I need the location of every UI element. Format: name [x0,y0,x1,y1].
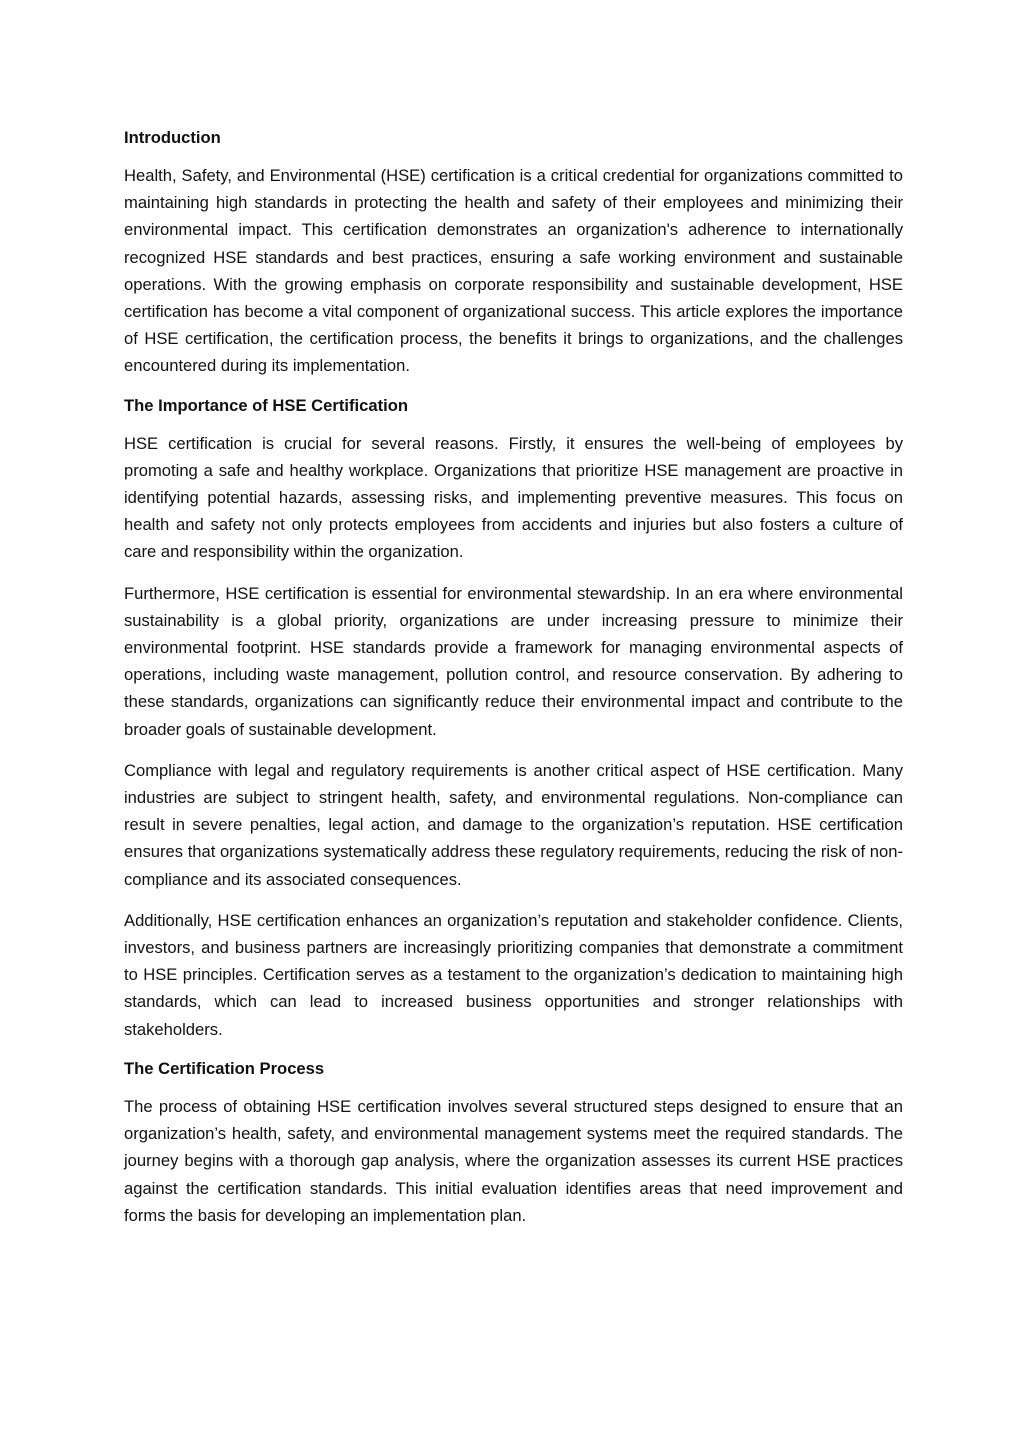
paragraph-importance-reputation: Additionally, HSE certification enhances an organization’s reputation and stakeholder confidence. Clients, investors, and business partners are increasingly prioritizing companies that demonstrate a commitment to HSE principles. Certification serves as a testament to the organization’s dedication to maintaining high standards, which can lead to increased business opportunities and stronger relationships with stakeholders. [124,910,903,1039]
section-heading-importance: The Importance of HSE Certification [124,395,408,415]
paragraph-importance-environment: Furthermore, HSE certification is essential for environmental stewardship. In an era where environmental sustainability is a global priority, organizations are under increasing pressure to minimize their environmental footprint. HSE standards provide a framework for managing environmental aspects of operations, including waste management, pollution control, and resource conservation. By adhering to these standards, organizations can significantly reduce their environmental impact and contribute to the broader goals of sustainable development. [124,583,903,739]
section-heading-introduction: Introduction [124,128,221,147]
section-heading-certification-process: The Certification Process [124,1058,325,1078]
paragraph-importance-wellbeing: HSE certification is crucial for several reasons. Firstly, it ensures the well-being of employees by promoting a safe and healthy workplace. Organizations that prioritize HSE management are proactive in identifying potential hazards, assessing risks, and implementing preventive measures. This focus on health and safety not only protects employees from accidents and injuries but also fosters a culture of care and responsibility within the organization. [124,433,903,562]
document-page [124,126,903,1229]
paragraph-importance-compliance: Compliance with legal and regulatory requirements is another critical aspect of HSE certification. Many industries are subject to stringent health, safety, and environmental regulations. Non-compliance can result in severe penalties, legal action, and damage to the organization’s reputation. HSE certification ensures that organizations systematically address these regulatory requirements, reducing the risk of non-compliance and its associated consequences. [124,760,903,889]
paragraph-certification-process: The process of obtaining HSE certification involves several structured steps designed to ensure that an organization’s health, safety, and environmental management systems meet the required standards. The journey begins with a thorough gap analysis, where the organization assesses its current HSE practices against the certification standards. This initial evaluation identifies areas that need improvement and forms the basis for developing an implementation plan. [124,1096,903,1225]
paragraph-introduction: Health, Safety, and Environmental (HSE) certification is a critical credential for organizations committed to maintaining high standards in protecting the health and safety of their employees and minimizing their environmental impact. This certification demonstrates an organization's adherence to internationally recognized HSE standards and best practices, ensuring a safe working environment and sustainable operations. With the growing emphasis on corporate responsibility and sustainable development, HSE certification has become a vital component of organizational success. This article explores the importance of HSE certification, the certification process, the benefits it brings to organizations, and the challenges encountered during its implementation. [124,166,903,376]
